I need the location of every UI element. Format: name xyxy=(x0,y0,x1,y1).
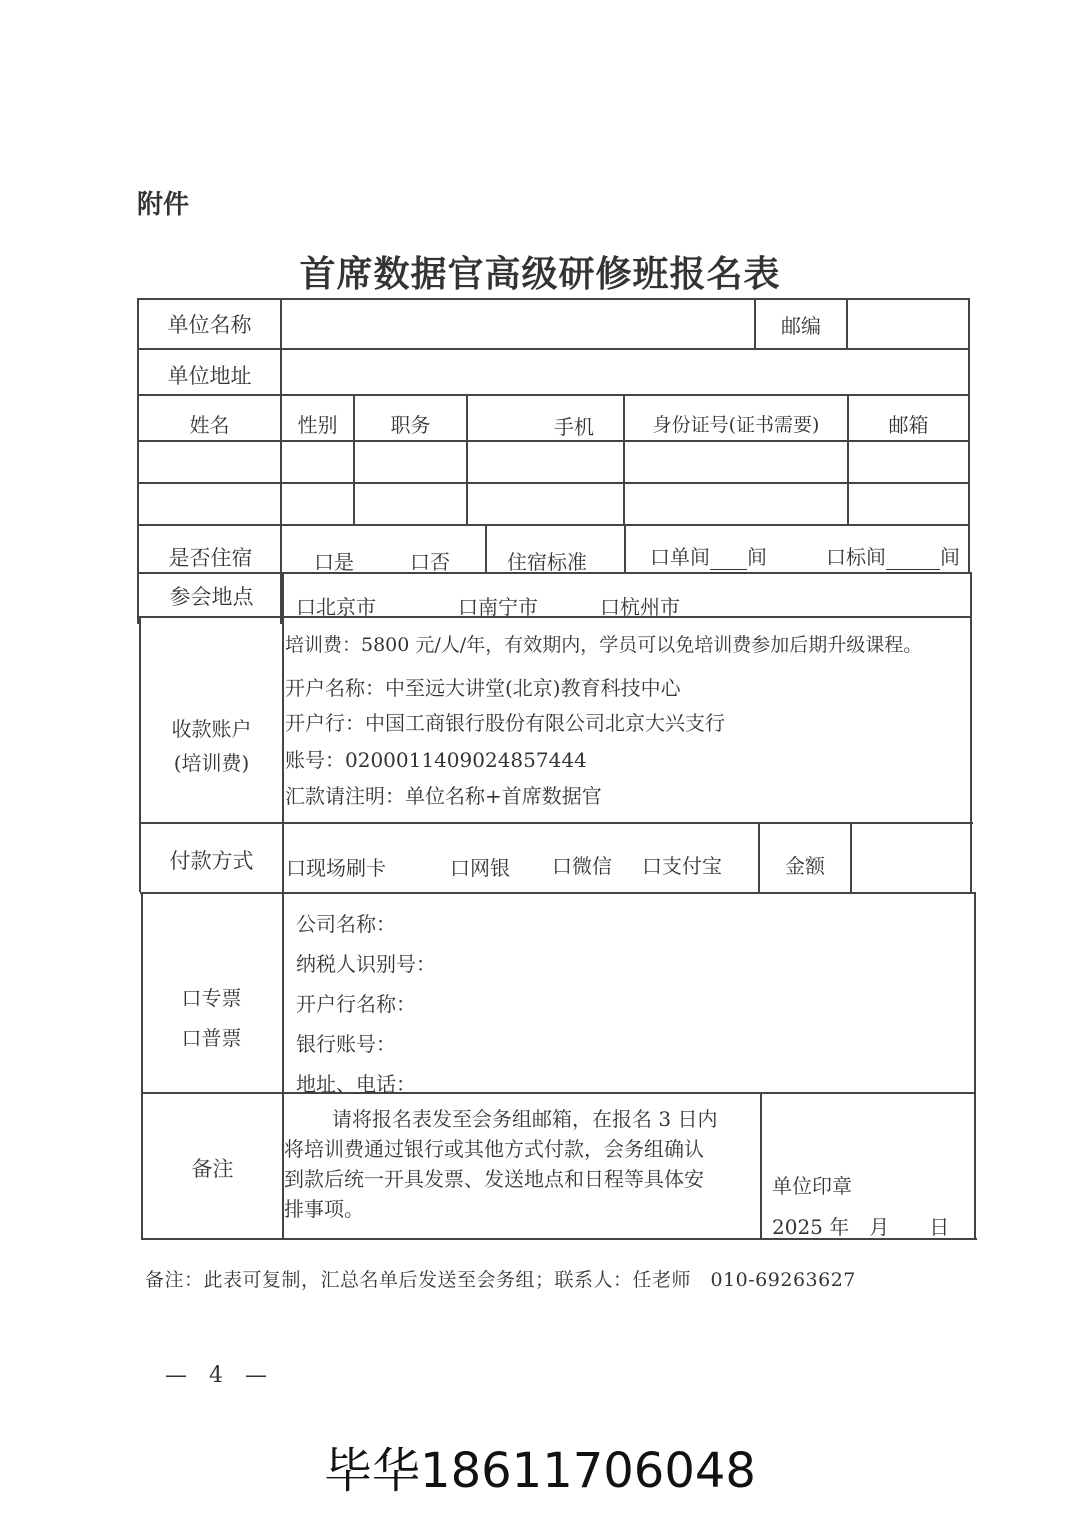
invoice-company-label: 公司名称： xyxy=(296,912,396,936)
unit-address-field[interactable] xyxy=(282,350,968,394)
col-mobile-text: 手机 xyxy=(554,415,594,439)
remarks-line-3: 到款后统一开具发票、发送地点和日程等具体安 xyxy=(284,1167,704,1191)
col-name: 姓名 xyxy=(189,412,230,437)
unit-name-label: 单位名称 xyxy=(167,313,252,337)
general-invoice-checkbox[interactable]: 口普票 xyxy=(181,1026,242,1050)
payment-account-label-line2: (培训费) xyxy=(173,751,250,775)
footer-note: 备注：此表可复制，汇总名单后发送至会务组；联系人：任老师 010-69263627 xyxy=(145,1269,856,1291)
attachment-label: 附件 xyxy=(137,190,190,220)
col-position: 职务 xyxy=(390,412,431,437)
single-room-blank[interactable] xyxy=(710,545,747,570)
contact-banner: 毕华18611706048 xyxy=(324,1443,756,1499)
pay-card-checkbox[interactable]: 口现场刷卡 xyxy=(286,856,386,880)
col-mobile xyxy=(468,402,623,444)
accommodation-no-checkbox[interactable]: 口否 xyxy=(410,550,450,574)
postcode-field[interactable] xyxy=(848,300,968,348)
form-title: 首席数据官高级研修班报名表 xyxy=(299,253,781,295)
pay-wechat-checkbox[interactable]: 口微信 xyxy=(552,854,612,878)
pay-alipay-checkbox[interactable]: 口支付宝 xyxy=(642,854,722,878)
unit-name-field[interactable] xyxy=(282,300,754,348)
account-name-text: 开户名称：中至远大讲堂(北京)教育科技中心 xyxy=(285,676,681,700)
single-room-option[interactable] xyxy=(650,541,767,570)
accommodation-yes-checkbox[interactable]: 口是 xyxy=(314,550,354,574)
standard-room-option[interactable] xyxy=(826,541,960,570)
participant-row-2[interactable] xyxy=(139,484,968,524)
venue-hangzhou-checkbox[interactable]: 口杭州市 xyxy=(600,595,680,619)
payment-account-label xyxy=(141,712,282,782)
col-id-number: 身份证号(证书需要) xyxy=(652,413,820,436)
venue-label: 参会地点 xyxy=(169,585,254,609)
training-fee-text: 培训费：5800 元/人/年，有效期内，学员可以免培训费参加后期升级课程。 xyxy=(285,634,923,656)
account-number-text: 账号：0200011409024857444 xyxy=(285,748,587,772)
invoice-tax-id-label: 纳税人识别号： xyxy=(296,952,436,976)
remittance-note-text: 汇款请注明：单位名称+首席数据官 xyxy=(285,784,602,808)
single-room-suffix: 间 xyxy=(747,545,767,569)
remarks-line-1: 请将报名表发至会务组邮箱，在报名 3 日内 xyxy=(332,1107,718,1131)
payment-account-label-line1: 收款账户 xyxy=(171,717,252,741)
venue-nanning-checkbox[interactable]: 口南宁市 xyxy=(458,595,538,619)
standard-room-blank[interactable] xyxy=(886,545,940,570)
venue-beijing-checkbox[interactable]: 口北京市 xyxy=(296,595,376,619)
bank-text: 开户行：中国工商银行股份有限公司北京大兴支行 xyxy=(285,711,725,735)
single-room-prefix: 口单间 xyxy=(650,545,710,569)
payment-method-label: 付款方式 xyxy=(169,849,254,873)
amount-label: 金额 xyxy=(785,853,825,878)
remarks-line-2: 将培训费通过银行或其他方式付款，会务组确认 xyxy=(284,1137,704,1161)
invoice-address-phone-label: 地址、电话： xyxy=(296,1072,416,1096)
accommodation-label: 是否住宿 xyxy=(168,546,253,570)
page-number: — 4 — xyxy=(165,1363,267,1388)
remarks-line-4: 排事项。 xyxy=(284,1197,364,1221)
invoice-bank-name-label: 开户行名称： xyxy=(296,992,416,1016)
standard-room-prefix: 口标间 xyxy=(826,545,886,569)
col-gender: 性别 xyxy=(297,412,338,437)
special-invoice-checkbox[interactable]: 口专票 xyxy=(181,986,242,1010)
invoice-bank-account-label: 银行账号： xyxy=(296,1032,396,1056)
col-email: 邮箱 xyxy=(888,412,929,437)
invoice-type-label xyxy=(141,978,282,1058)
pay-online-bank-checkbox[interactable]: 口网银 xyxy=(450,856,510,880)
seal-date-line: 2025 年 月 日 xyxy=(772,1215,950,1239)
remarks-text xyxy=(284,1104,758,1234)
unit-seal-label: 单位印章 xyxy=(772,1174,852,1198)
standard-room-suffix: 间 xyxy=(940,545,960,569)
participant-row-1[interactable] xyxy=(139,442,968,482)
accommodation-standard-label: 住宿标准 xyxy=(507,550,587,574)
remarks-label: 备注 xyxy=(191,1157,234,1181)
postcode-label: 邮编 xyxy=(781,313,821,338)
amount-field[interactable] xyxy=(852,824,970,892)
unit-address-label: 单位地址 xyxy=(167,364,252,388)
